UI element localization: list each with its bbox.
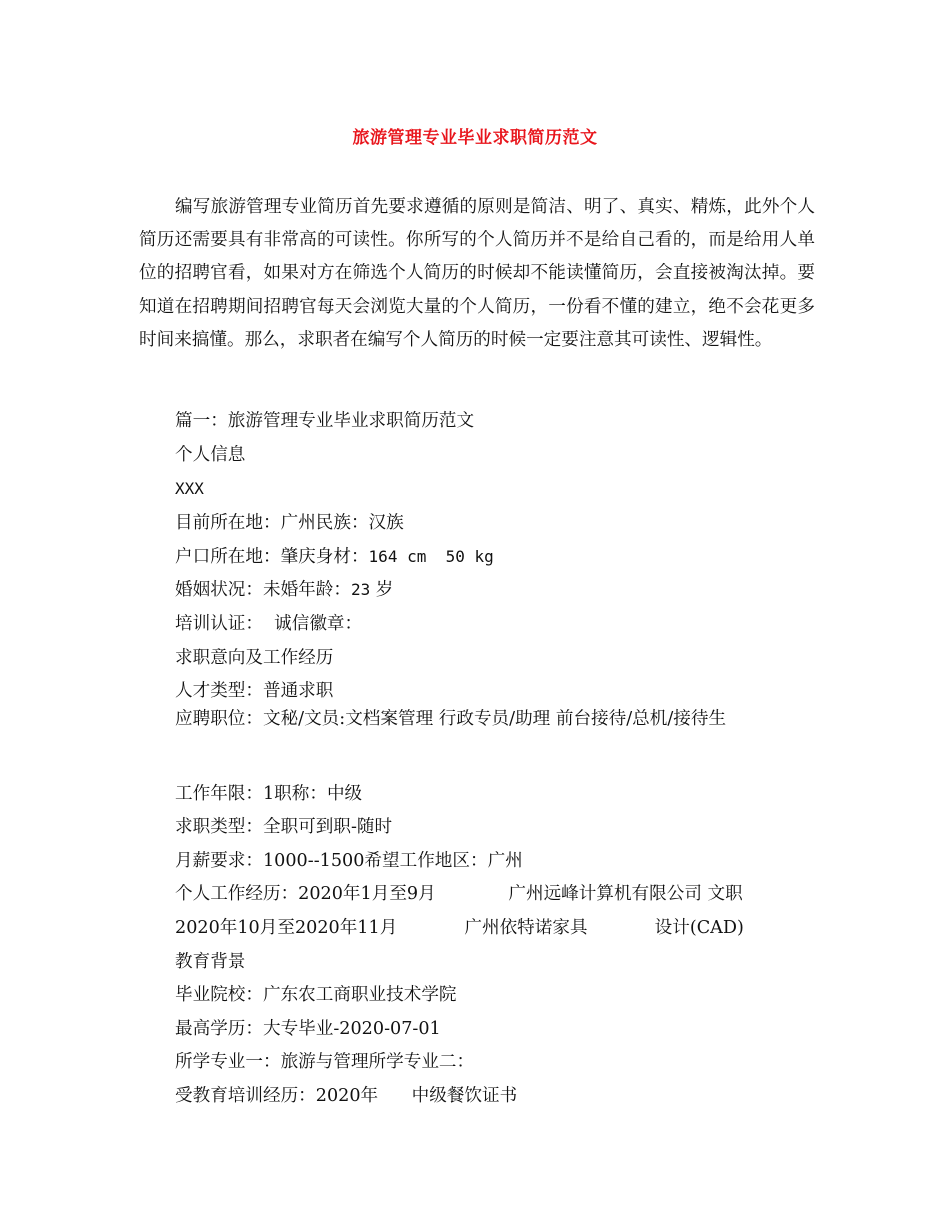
info-talent-type: 人才类型：普通求职 [175,681,334,701]
section-heading-education: 教育背景 [175,952,246,972]
info-job-type: 求职类型：全职可到职-随时 [175,817,393,837]
work-history-entry-2: 2020年10月至2020年11月 广州依特诺家具 设计(CAD) [175,918,744,938]
edu-degree: 最高学历：大专毕业-2020-07-01 [175,1019,441,1039]
section-heading-personal-info: 个人信息 [175,445,246,465]
info-work-years-title: 工作年限：1职称：中级 [175,784,363,804]
info-hukou-label: 户口所在地：肇庆身材： [175,547,369,567]
edu-school: 毕业院校：广东农工商职业技术学院 [175,985,457,1005]
info-hukou-physique [175,546,494,568]
edu-majors: 所学专业一：旅游与管理所学专业二： [175,1052,475,1072]
info-marital-age [175,579,393,601]
candidate-name: XXX [175,479,204,498]
info-age-unit: 岁 [370,580,394,600]
info-positions-applied: 应聘职位：文秘/文员:文档案管理 行政专员/助理 前台接待/总机/接待生 [175,709,727,729]
info-certification: 培训认证： 诚信徽章： [175,614,363,634]
info-physique-value: 164 cm 50 kg [368,547,494,566]
intro-paragraph: 编写旅游管理专业简历首先要求遵循的原则是简洁、明了、真实、精炼，此外个人简历还需要具有非常高的可读性。你所写的个人简历并不是给自己看的，而是给用人单位的招聘官看，如果对方在筛选个人简历的时候却不能读懂简历，会直接被淘汰掉。要知道在招聘期间招聘官每天会浏览大量的个人简历，一份看不懂的建立，绝不会花更多时间来搞懂。那么，求职者在编写个人简历的时候一定要注意其可读性、逻辑性。 [139,197,815,350]
document-title: 旅游管理专业毕业求职简历范文 [352,128,598,148]
section-heading-job-intent: 求职意向及工作经历 [175,648,334,668]
info-location-ethnicity: 目前所在地：广州民族：汉族 [175,513,404,533]
info-marital-label: 婚姻状况：未婚年龄： [175,580,351,600]
work-history-entry-1: 个人工作经历：2020年1月至9月 广州远峰计算机有限公司 文职 [175,884,743,904]
edu-training: 受教育培训经历：2020年 中级餐饮证书 [175,1086,518,1106]
section-heading-article-one: 篇一：旅游管理专业毕业求职简历范文 [175,411,475,431]
info-salary-area: 月薪要求：1000--1500希望工作地区：广州 [175,851,523,871]
info-age-value: 23 [350,580,371,599]
